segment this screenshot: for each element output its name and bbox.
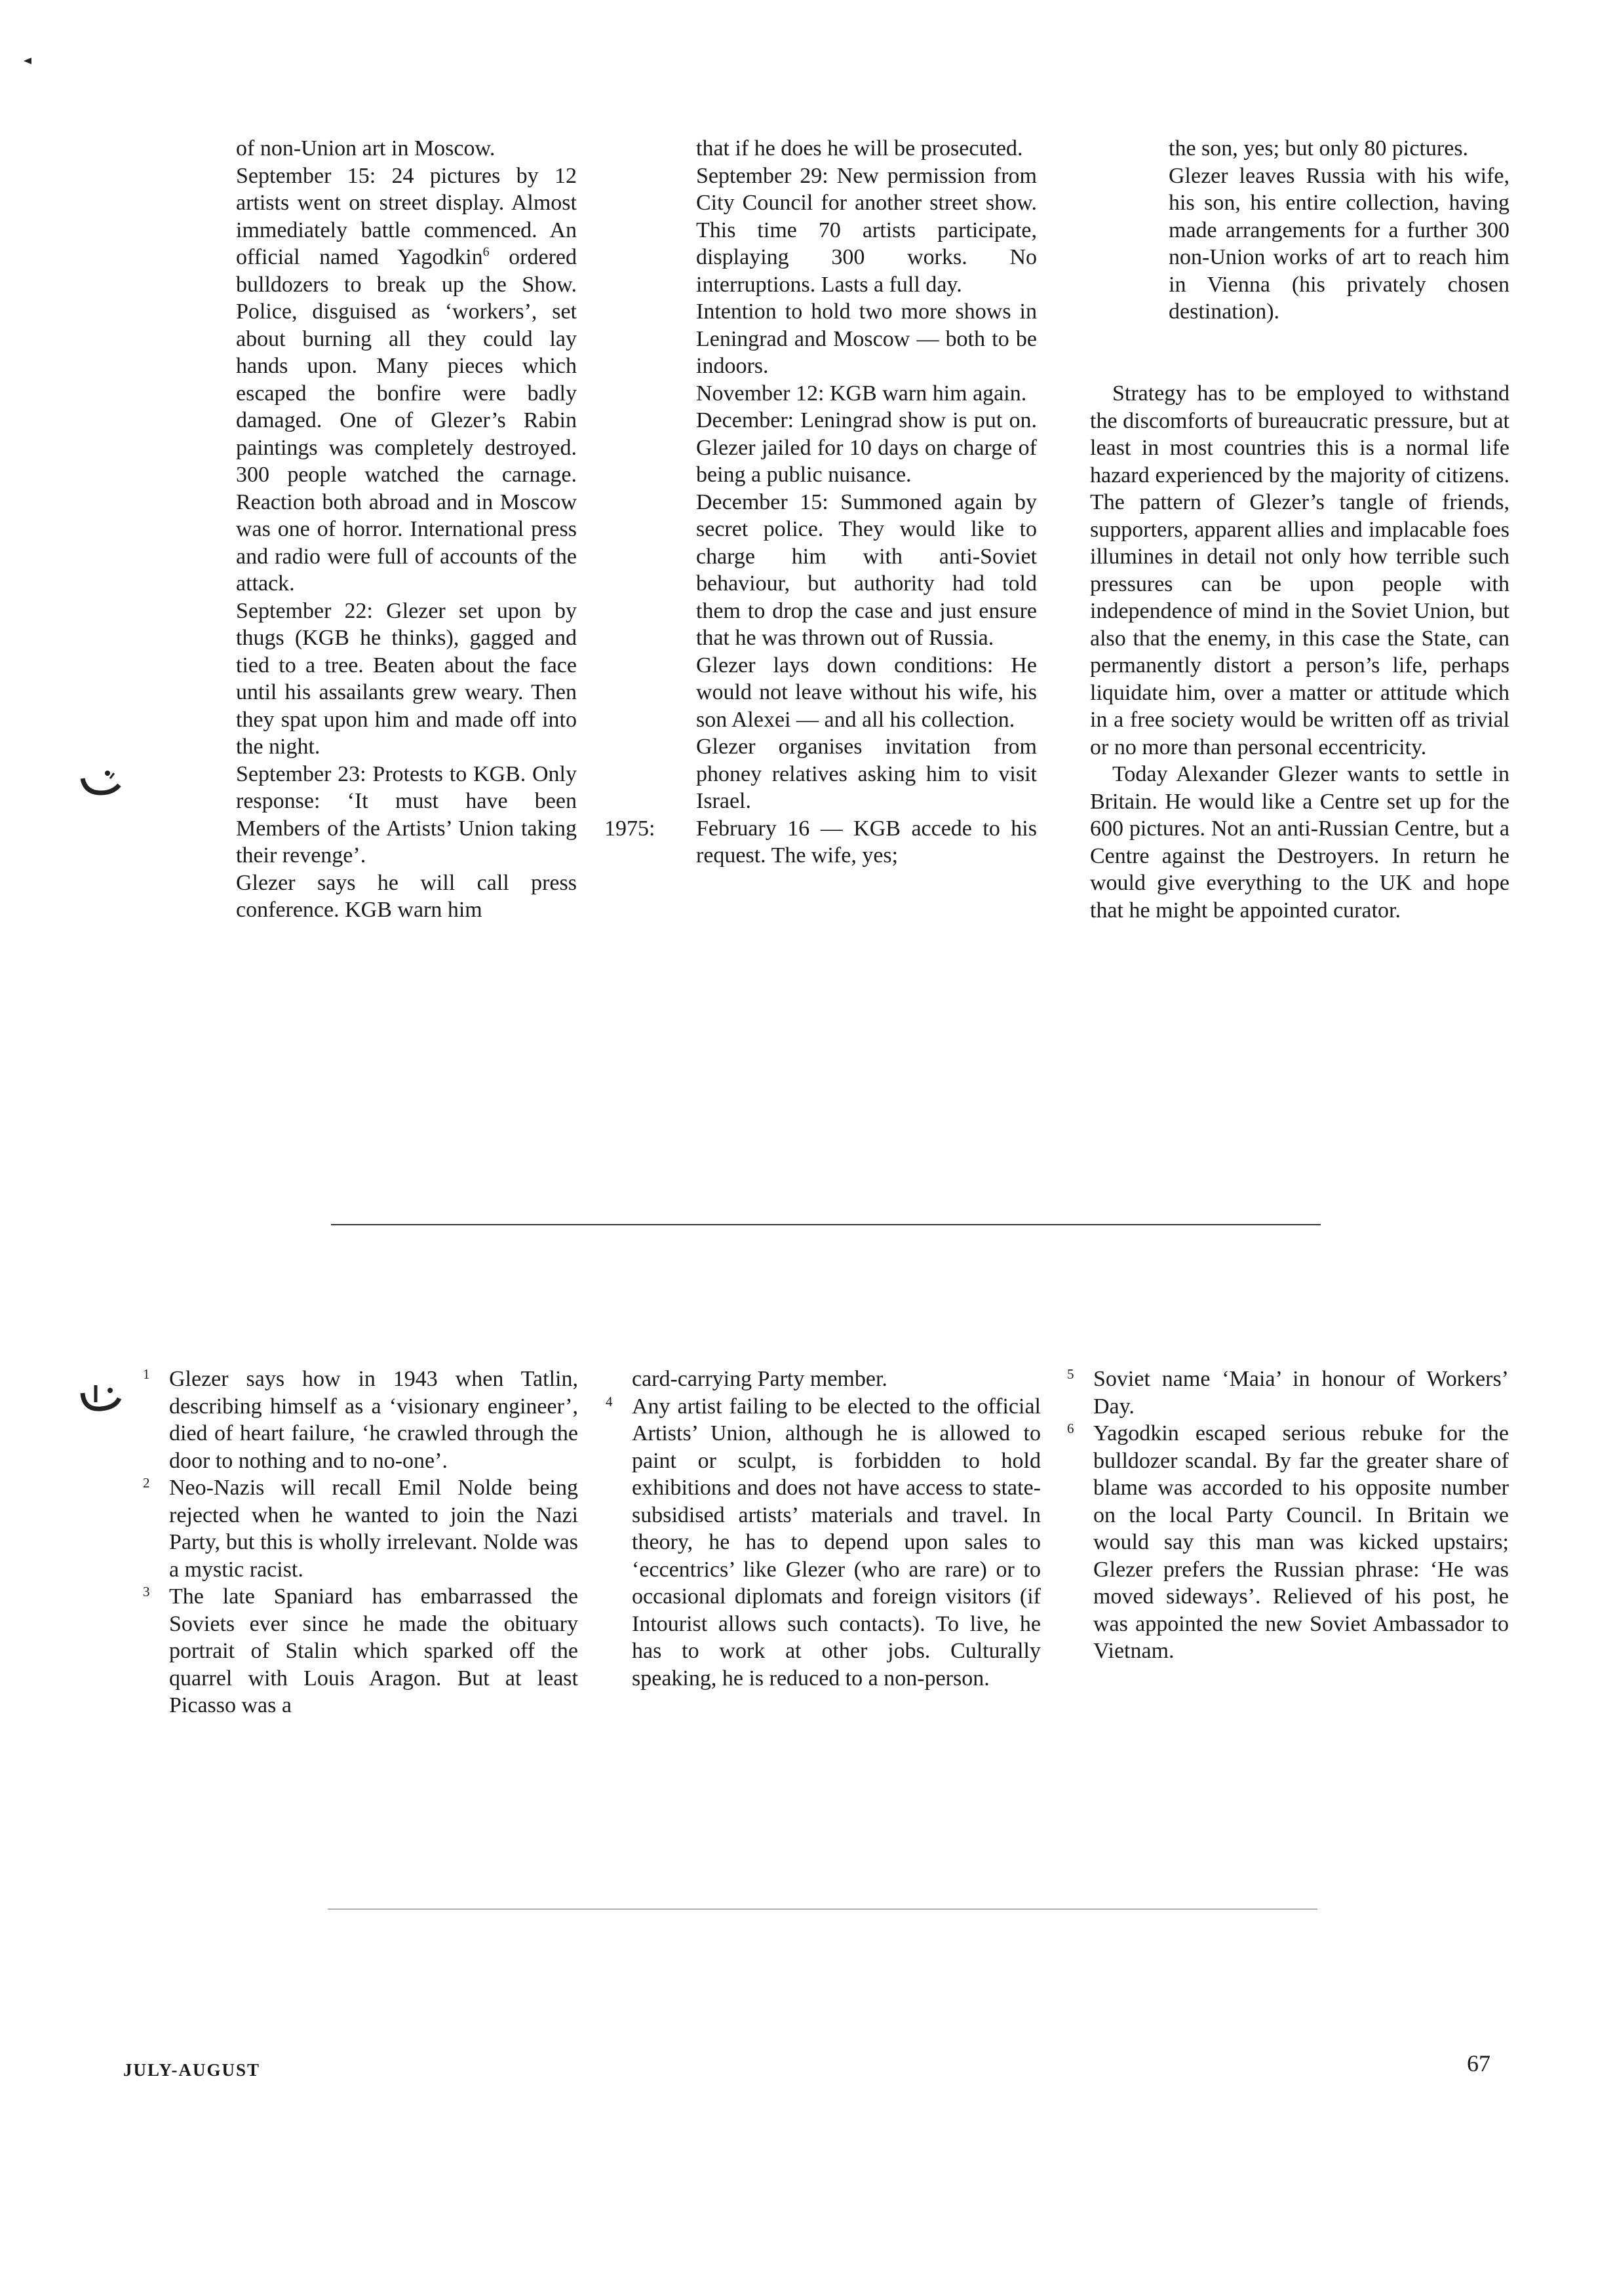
paragraph: September 23: Protests to KGB. Only response: ‘It must have been Members of the Artists’ Union taking their revenge’.: [236, 761, 577, 868]
footnote: [143, 1366, 578, 1474]
footer-issue: JULY-AUGUST: [123, 2060, 261, 2080]
footnote-number: 6: [1067, 1421, 1074, 1436]
footnote: [1067, 1420, 1509, 1665]
body-column-1: [236, 135, 577, 924]
page-number: 67: [1467, 2050, 1490, 2076]
footnotes-column-1: [143, 1366, 578, 1719]
year-entry: [604, 815, 1037, 870]
paragraph: Strategy has to be employed to withstand the discomforts of bureaucratic pressure, but at least in most countries this is a normal life hazard experienced by the majority of citizens. The pattern of Glezer’s tangle of friends, supporters, apparent allies and implacable foes illumines in detail not only how terrible such pressures can be upon people with independence of mind in the Soviet Union, but also that the enemy, in this case the State, can permanently distort a person’s life, perhaps liquidate him, over a matter or attitude which in a free society would be written off as trivial or no more than personal eccentricity.: [1090, 381, 1509, 759]
footnote: [143, 1583, 578, 1719]
footnote-number: 4: [606, 1393, 613, 1409]
footnote-text: The late Spaniard has embarrassed the Soviets ever since he made the obituary portrait of Stalin which sparked off the quarrel with Louis Aragon. But at least Picasso was a: [169, 1584, 578, 1717]
footnote: [1067, 1366, 1509, 1420]
footnote: [606, 1393, 1041, 1693]
paragraph: Today Alexander Glezer wants to settle in Britain. He would like a Centre set up for the 600 pictures. Not an anti-Russian Centre, but a Centre against the Destroyers. In return he would give everything to the UK and hope that he might be appointed curator.: [1090, 762, 1509, 923]
footnote-number: 2: [143, 1475, 150, 1491]
paragraph-text: ordered bulldozers to break up the Show. Police, disguised as ‘workers’, set about burning all they could lay hands upon. Many pieces which escaped the bonfire were badly damaged. One of Glezer’s Rabin paintings was completely destroyed. 300 people watched the carnage. Reaction both abroad and in Moscow was one of horror. International press and radio were full of accounts of the attack.: [236, 245, 577, 596]
paragraph: Glezer organises invitation from phoney relatives asking him to visit Israel.: [696, 735, 1037, 813]
paragraph: Glezer lays down conditions: He would not leave without his wife, his son Alexei — and all his collection.: [696, 653, 1037, 732]
footnote-ref: 6: [482, 244, 490, 259]
body-column-3-chronology: [1169, 135, 1509, 326]
paragraph: November 12: KGB warn him again.: [696, 381, 1027, 406]
footnote-continuation: card-carrying Party member.: [632, 1367, 887, 1391]
footnote-text: Any artist failing to be elected to the official Artists’ Union, although he is allowed to paint or sculpt, is forbidden to hold exhibitions and does not have access to state-subsidised artists’ materials and travel. In theory, he has to depend upon sales to ‘eccentrics’ like Glezer (who are rare) or to occasional diplomats and foreign visitors (if Intourist allows such contacts). To live, he has to work at other jobs. Culturally speaking, he is reduced to a non-person.: [632, 1394, 1041, 1691]
footnotes-column-2: [606, 1366, 1041, 1692]
margin-mark-middle: [79, 767, 125, 799]
year-label: 1975:: [604, 816, 655, 841]
paragraph: Glezer says he will call press conference. KGB warn him: [236, 870, 577, 922]
footnote: [143, 1474, 578, 1583]
footnote-text: Glezer says how in 1943 when Tatlin, describing himself as a ‘visionary engineer’, died of heart failure, ‘he crawled through the door to nothing and to no-one’.: [169, 1367, 578, 1473]
paragraph: the son, yes; but only 80 pictures.: [1169, 136, 1469, 161]
divider-rule: [331, 1224, 1321, 1225]
footnote-number: 1: [143, 1366, 150, 1382]
paragraph: September 22: Glezer set upon by thugs (KGB he thinks), gagged and tied to a tree. Beaten about the face until his assailants grew weary. Then they spat upon him and made off into the night.: [236, 598, 577, 759]
body-column-2: [604, 135, 1037, 870]
margin-mark-top: [22, 56, 33, 66]
margin-mark-lower: [79, 1383, 125, 1415]
footnote-text: Neo-Nazis will recall Emil Nolde being rejected when he wanted to join the Nazi Party, but this is wholly irrelevant. Nolde was a mystic racist.: [169, 1476, 578, 1582]
paragraph: September 29: New permission from City Council for another street show. This time 70 artists participate, displaying 300 works. No interruptions. Lasts a full day.: [696, 163, 1037, 297]
paragraph: Glezer leaves Russia with his wife, his son, his entire collection, having made arrangements for a further 300 non-Union works of art to reach him in Vienna (his privately chosen destination).: [1169, 163, 1509, 324]
paragraph: December 15: Summoned again by secret police. They would like to charge him with anti-Soviet behaviour, but authority had told them to drop the case and just ensure that he was thrown out of Russia.: [696, 489, 1037, 650]
footnotes-column-3: [1067, 1366, 1509, 1665]
paragraph-text: September 15: 24 pictures by 12 artists went on street display. Almost immediately battle commenced. An official named Yagodkin: [236, 163, 577, 269]
paragraph: of non-Union art in Moscow.: [236, 136, 496, 161]
paragraph: [236, 163, 577, 598]
paragraph: February 16 — KGB accede to his request. The wife, yes;: [696, 816, 1037, 868]
footnote-text: Soviet name ‘Maia’ in honour of Workers’ Day.: [1093, 1367, 1509, 1419]
footnote-number: 5: [1067, 1366, 1074, 1382]
paragraph: that if he does he will be prosecuted.: [696, 136, 1023, 161]
footnote-text: Yagodkin escaped serious rebuke for the bulldozer scandal. By far the greater share of blame was accorded to his opposite number on the local Party Council. In Britain we would say this man was kicked upstairs; Glezer prefers the Russian phrase: ‘He was moved sideways’. Relieved of his post, he was appointed the new Soviet Ambassador to Vietnam.: [1093, 1421, 1509, 1663]
paragraph: Intention to hold two more shows in Leningrad and Moscow — both to be indoors.: [696, 299, 1037, 378]
paragraph: December: Leningrad show is put on. Glezer jailed for 10 days on charge of being a public nuisance.: [696, 408, 1037, 487]
footnote-number: 3: [143, 1584, 150, 1599]
body-column-3: [1090, 380, 1509, 924]
